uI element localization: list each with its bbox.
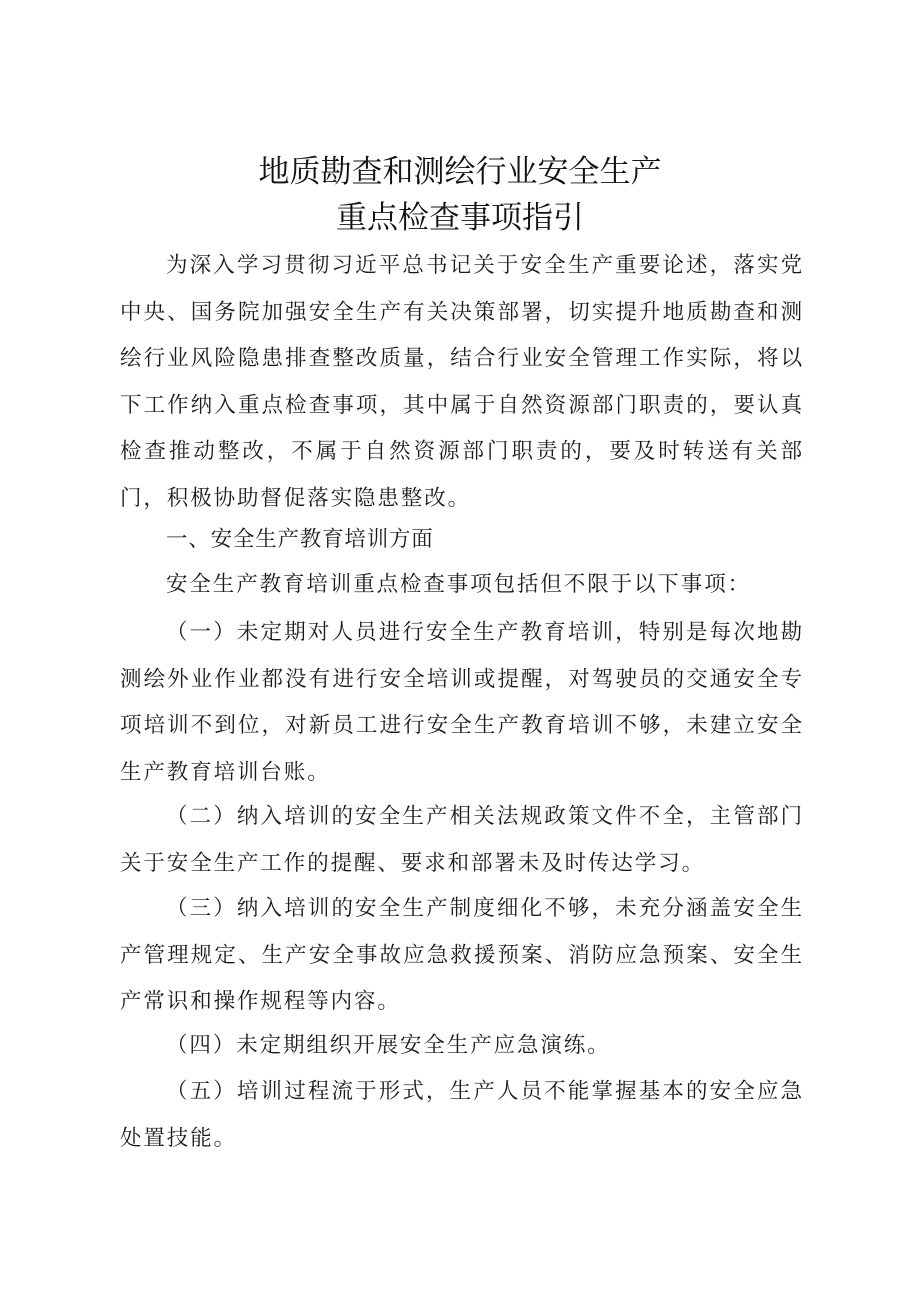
section-heading: 一、安全生产教育培训方面 [166,527,434,552]
document-title-line2: 重点检查事项指引 [336,200,584,236]
list-item-1: （一）未定期对人员进行安全生产教育培训，特别是每次地勘测绘外业作业都没有进行安全培训或提醒，对驾驶员的交通安全专项培训不到位，对新员工进行安全生产教育培训不够，未建立安全生产教育培训台账。 [120,620,804,785]
list-item-4: （四）未定期组织开展安全生产应急演练。 [166,1033,611,1058]
list-item-3: （三）纳入培训的安全生产制度细化不够，未充分涵盖安全生产管理规定、生产安全事故应急救援预案、消防应急预案、安全生产常识和操作规程等内容。 [120,896,804,1014]
document-title-line1: 地质勘查和测绘行业安全生产 [258,154,662,190]
intro-paragraph: 为深入学习贯彻习近平总书记关于安全生产重要论述，落实党中央、国务院加强安全生产有关决策部署，切实提升地质勘查和测绘行业风险隐患排查整改质量，结合行业安全管理工作实际，将以下工作纳入重点检查事项，其中属于自然资源部门职责的，要认真检查推动整改，不属于自然资源部门职责的，要及时转送有关部门，积极协助督促落实隐患整改。 [120,253,804,511]
list-item-5: （五）培训过程流于形式，生产人员不能掌握基本的安全应急处置技能。 [120,1079,804,1151]
section-lead: 安全生产教育培训重点检查事项包括但不限于以下事项： [166,572,752,597]
list-item-2: （二）纳入培训的安全生产相关法规政策文件不全，主管部门关于安全生产工作的提醒、要求和部署未及时传达学习。 [120,804,804,876]
